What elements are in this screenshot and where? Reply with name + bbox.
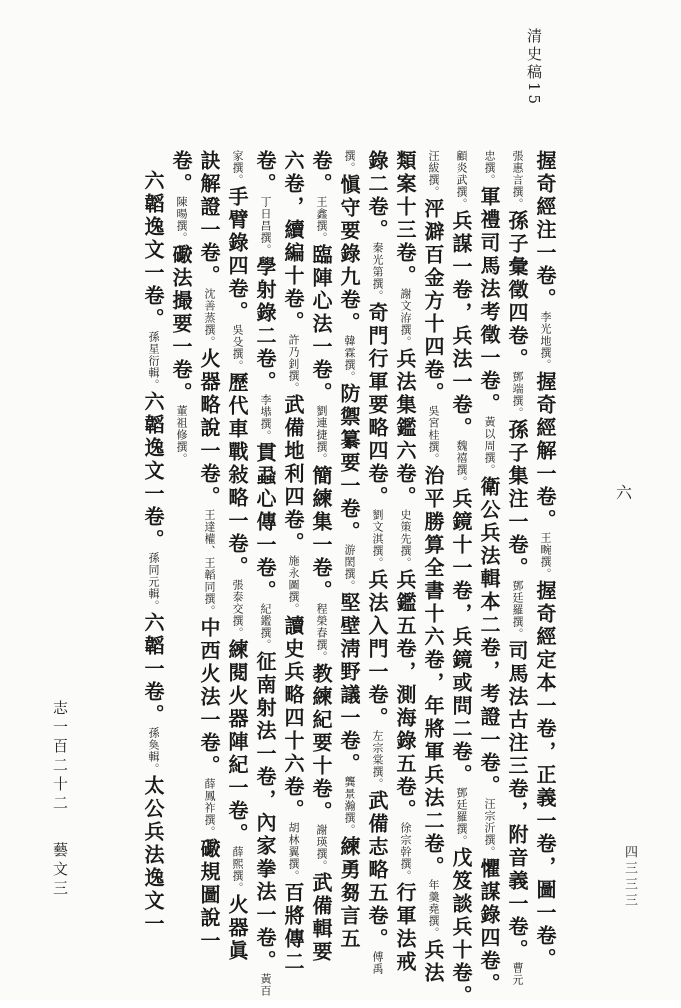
entry-title: 太公兵法逸文一 — [141, 775, 165, 936]
entry-title: 六卷，續編十卷。 — [281, 150, 305, 334]
entry-title: 武備輯要 — [309, 872, 333, 964]
author-note: 薛熙撰。 — [231, 846, 244, 894]
text-column-8 — [335, 150, 363, 951]
text-column-5 — [419, 150, 447, 985]
author-note: 鄧廷羅撰。 — [511, 580, 524, 640]
entry-title: 兵法集鑑六卷。 — [393, 348, 417, 509]
author-note: 左宗棠撰。 — [371, 730, 384, 790]
author-note: 孫同元輯。 — [147, 552, 160, 612]
text-column-2 — [503, 150, 531, 986]
entry-title: 兵鑑五卷，測海錄五卷。 — [393, 569, 417, 822]
author-note: 吳殳撰。 — [231, 324, 244, 372]
author-note: 王畹撰。 — [539, 532, 552, 580]
text-column-14 — [167, 150, 195, 870]
entry-title: 讀史兵略四十六卷。 — [281, 615, 305, 822]
author-note: 鄧端撰。 — [511, 371, 524, 419]
entry-title: 司馬法古注三卷，附音義一卷。 — [505, 640, 529, 962]
author-note: 魏禧撰。 — [455, 440, 468, 488]
entry-title: 兵法 — [421, 939, 445, 985]
author-note: 程榮春撰。 — [315, 603, 328, 663]
author-note: 沈善蒸撰。 — [203, 288, 216, 348]
author-note: 鄧廷羅撰。 — [455, 787, 468, 847]
author-note: 撰。 — [343, 150, 356, 174]
entry-title: 治平勝算全書十六卷，年將軍兵法二卷。 — [421, 465, 445, 879]
entry-title: 孫子彙徵四卷。 — [505, 210, 529, 371]
entry-title: 握奇經注一卷。 — [533, 150, 557, 311]
entry-title: 武備地利四卷。 — [281, 394, 305, 555]
entry-title: 戊笈談兵十卷。 — [449, 847, 473, 1008]
author-note: 孫星衍輯。 — [147, 331, 160, 391]
entry-title: 兵鏡十一卷，兵鏡或問二卷。 — [449, 488, 473, 787]
entry-title: 礮規圖說一 — [197, 838, 221, 953]
entry-title: 貫蝨心傳一卷。 — [253, 442, 277, 603]
entry-title: 愼守要錄九卷。 — [337, 174, 361, 335]
top-mark: 六 — [616, 483, 633, 502]
text-column-3 — [475, 150, 503, 996]
entry-title: 卷。 — [169, 150, 193, 196]
text-column-6 — [391, 150, 419, 974]
page-number: 四三三三 — [622, 845, 637, 909]
main-text-block — [139, 150, 559, 1008]
text-column-4 — [447, 150, 475, 1008]
author-note: 年羹堯撰。 — [427, 879, 440, 939]
page-footer — [50, 700, 71, 899]
author-note: 史策先撰。 — [399, 509, 412, 569]
entry-title: 六韜逸文一卷。 — [141, 170, 165, 331]
author-note: 陳暘撰。 — [175, 196, 188, 244]
entry-title: 孫子集注一卷。 — [505, 419, 529, 580]
entry-title: 防禦纂要一卷。 — [337, 383, 361, 544]
entry-title: 練勇芻言五 — [337, 836, 361, 951]
entry-title: 卷。 — [309, 150, 333, 196]
entry-title: 行軍法戒 — [393, 882, 417, 974]
text-column-15 — [139, 150, 167, 936]
author-note: 孫奐輯。 — [147, 727, 160, 775]
entry-title: 類案十三卷。 — [393, 150, 417, 288]
entry-title: 堅壁淸野議一卷。 — [337, 592, 361, 776]
author-note: 劉連捷撰。 — [315, 405, 328, 465]
author-note: 丁日昌撰。 — [259, 196, 272, 256]
author-note: 謝瑛撰。 — [315, 824, 328, 872]
entry-title: 武備志略五卷。 — [365, 790, 389, 951]
text-column-11 — [251, 150, 279, 997]
author-note: 黃百 — [259, 973, 272, 997]
entry-title: 訣解證一卷。 — [197, 150, 221, 288]
author-note: 吳宮桂撰。 — [427, 405, 440, 465]
author-note: 秦光第撰。 — [371, 242, 384, 302]
author-note: 龔景瀚撰。 — [343, 776, 356, 836]
entry-title: 衛公兵法輯本二卷，考證一卷。 — [477, 476, 501, 798]
footer-volume: 志一百二十二 — [51, 700, 69, 814]
footer-section: 藝文三 — [51, 842, 69, 899]
author-note: 施永圖撰。 — [287, 555, 300, 615]
running-head: 清史稿15 — [525, 28, 543, 108]
author-note: 徐宗幹撰。 — [399, 822, 412, 882]
entry-title: 懼謀錄四卷。 — [477, 858, 501, 996]
author-note: 薛鳳祚撰。 — [203, 778, 216, 838]
author-note: 傅禹 — [371, 951, 384, 975]
author-note: 紀鑑撰。 — [259, 603, 272, 651]
entry-title: 六韜一卷。 — [141, 612, 165, 727]
text-column-9 — [307, 150, 335, 964]
entry-title: 兵法入門一卷。 — [365, 569, 389, 730]
text-column-10 — [279, 150, 307, 974]
text-column-1 — [531, 150, 559, 971]
author-note: 張惠言撰。 — [511, 150, 524, 210]
author-note: 汪紱撰。 — [427, 150, 440, 198]
author-note: 董祖修撰。 — [175, 405, 188, 465]
entry-title: 六韜逸文一卷。 — [141, 391, 165, 552]
entry-title: 練閱火器陣紀一卷。 — [225, 639, 249, 846]
author-note: 劉文淇撰。 — [371, 509, 384, 569]
entry-title: 臨陣心法一卷。 — [309, 244, 333, 405]
entry-title: 握奇經定本一卷，正義一卷，圖一卷。 — [533, 580, 557, 971]
author-note: 李塨撰。 — [259, 394, 272, 442]
entry-title: 百將傳二 — [281, 882, 305, 974]
entry-title: 手臂錄四卷。 — [225, 186, 249, 324]
entry-title: 兵謀一卷，兵法一卷。 — [449, 210, 473, 440]
entry-title: 火器略說一卷。 — [197, 348, 221, 509]
author-note: 胡林翼撰。 — [287, 822, 300, 882]
author-note: 李光地撰。 — [539, 311, 552, 371]
entry-title: 礮法撮要一卷。 — [169, 244, 193, 405]
text-column-7 — [363, 150, 391, 975]
entry-title: 中西火法一卷。 — [197, 617, 221, 778]
text-column-12 — [223, 150, 251, 963]
author-note: 韓霖撰。 — [343, 335, 356, 383]
entry-title: 火器眞 — [225, 894, 249, 963]
author-note: 忠撰。 — [483, 150, 496, 186]
author-note: 曹元 — [511, 962, 524, 986]
author-note: 王達權、王韜同撰。 — [203, 509, 216, 617]
author-note: 謝文洊撰。 — [399, 288, 412, 348]
author-note: 汪宗沂撰。 — [483, 798, 496, 858]
author-note: 游閎撰。 — [343, 544, 356, 592]
entry-title: 學射錄二卷。 — [253, 256, 277, 394]
entry-title: 軍禮司馬法考徵一卷。 — [477, 186, 501, 416]
entry-title: 歷代車戰敍略一卷。 — [225, 372, 249, 579]
entry-title: 征南射法一卷，內家拳法一卷。 — [253, 651, 277, 973]
author-note: 許乃釗撰。 — [287, 334, 300, 394]
author-note: 黃以周撰。 — [483, 416, 496, 476]
author-note: 張泰交撰。 — [231, 579, 244, 639]
entry-title: 錄二卷。 — [365, 150, 389, 242]
text-column-13 — [195, 150, 223, 953]
entry-title: 握奇經解一卷。 — [533, 371, 557, 532]
entry-title: 簡練集一卷。 — [309, 465, 333, 603]
entry-title: 教練紀要十卷。 — [309, 663, 333, 824]
entry-title: 泙澼百金方十四卷。 — [421, 198, 445, 405]
author-note: 王鑫撰。 — [315, 196, 328, 244]
entry-title: 奇門行軍要略四卷。 — [365, 302, 389, 509]
author-note: 家撰。 — [231, 150, 244, 186]
entry-title: 卷。 — [253, 150, 277, 196]
author-note: 顧炎武撰。 — [455, 150, 468, 210]
